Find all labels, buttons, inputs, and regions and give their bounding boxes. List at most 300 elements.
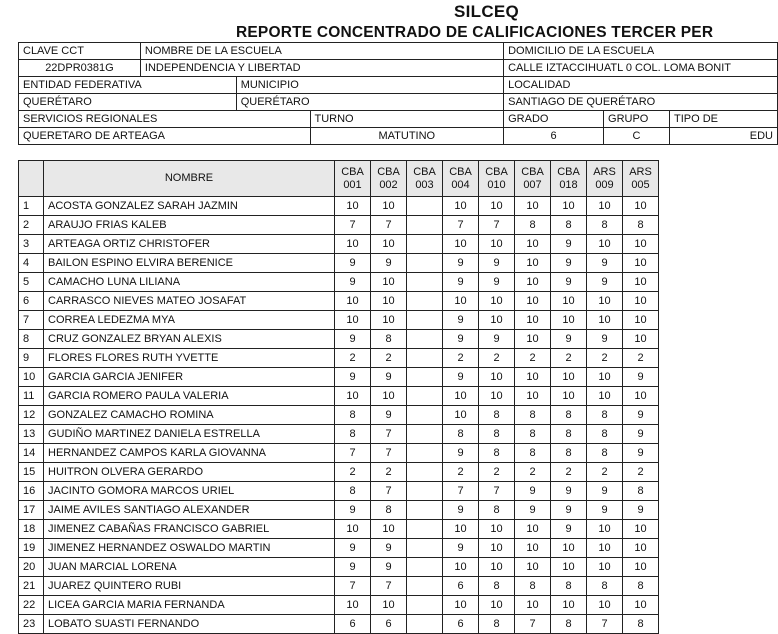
grade-cell: 9 [587, 482, 623, 501]
servicios-label: SERVICIOS REGIONALES [19, 111, 311, 128]
grades-header-row [19, 161, 659, 197]
grade-cell: 9 [587, 273, 623, 292]
subject-code: ARS [629, 165, 652, 178]
grade-cell: 2 [335, 349, 371, 368]
grade-cell: 10 [515, 368, 551, 387]
entidad-label: ENTIDAD FEDERATIVA [19, 77, 237, 94]
row-number: 13 [19, 425, 44, 444]
grade-cell: 10 [443, 235, 479, 254]
grade-cell: 9 [335, 273, 371, 292]
student-row [19, 558, 659, 577]
grade-cell: 8 [515, 577, 551, 596]
row-number: 10 [19, 368, 44, 387]
grade-cell: 10 [335, 292, 371, 311]
grade-cell: 10 [479, 520, 515, 539]
municipio-value: QUERÉTARO [236, 94, 503, 111]
grade-cell: 10 [371, 520, 407, 539]
grade-cell: 9 [623, 406, 659, 425]
subject-code: CBA [449, 165, 472, 178]
grade-cell: 2 [587, 463, 623, 482]
student-name: CRUZ GONZALEZ BRYAN ALEXIS [44, 330, 335, 349]
row-number: 11 [19, 387, 44, 406]
grade-cell: 10 [443, 387, 479, 406]
grade-cell: 10 [479, 292, 515, 311]
grade-cell: 8 [335, 406, 371, 425]
grade-cell: 9 [443, 368, 479, 387]
row-number: 20 [19, 558, 44, 577]
grade-cell: 10 [623, 235, 659, 254]
grade-cell: 8 [587, 216, 623, 235]
row-number: 17 [19, 501, 44, 520]
grade-cell [407, 615, 443, 634]
grade-cell: 10 [479, 387, 515, 406]
grade-cell: 10 [587, 311, 623, 330]
grade-cell: 2 [587, 349, 623, 368]
row-number-header [19, 161, 44, 197]
row-number: 19 [19, 539, 44, 558]
grade-cell: 10 [371, 197, 407, 216]
grade-cell: 8 [371, 330, 407, 349]
row-number: 18 [19, 520, 44, 539]
grade-cell: 10 [587, 292, 623, 311]
grade-cell: 10 [479, 197, 515, 216]
subject-header [551, 161, 587, 197]
grade-cell: 9 [335, 330, 371, 349]
grade-cell: 10 [623, 292, 659, 311]
grade-cell: 10 [623, 387, 659, 406]
grade-cell: 9 [515, 482, 551, 501]
subject-number: 005 [631, 178, 650, 191]
name-column-header: NOMBRE [44, 161, 335, 197]
grade-cell: 10 [515, 520, 551, 539]
grade-cell: 10 [515, 273, 551, 292]
grade-cell: 10 [335, 596, 371, 615]
subject-number: 018 [559, 178, 578, 191]
row-number: 16 [19, 482, 44, 501]
grade-cell [407, 349, 443, 368]
grade-cell: 8 [479, 615, 515, 634]
grade-cell: 9 [587, 501, 623, 520]
grade-cell: 9 [587, 330, 623, 349]
grade-cell: 7 [479, 482, 515, 501]
grado-label: GRADO [504, 111, 604, 128]
student-row [19, 444, 659, 463]
grade-cell: 7 [371, 425, 407, 444]
grade-cell: 9 [479, 254, 515, 273]
grade-cell: 9 [623, 444, 659, 463]
grade-cell: 10 [623, 520, 659, 539]
grade-cell: 8 [587, 425, 623, 444]
report-subtitle: REPORTE CONCENTRADO DE CALIFICACIONES TERCER PER [236, 24, 714, 41]
grade-cell: 8 [551, 444, 587, 463]
grade-cell: 10 [551, 368, 587, 387]
grade-cell: 10 [587, 197, 623, 216]
grade-cell: 7 [479, 216, 515, 235]
subject-header [371, 161, 407, 197]
domicilio-label: DOMICILIO DE LA ESCUELA [504, 43, 778, 60]
grade-cell: 7 [443, 216, 479, 235]
grade-cell: 7 [371, 482, 407, 501]
grade-cell: 8 [623, 482, 659, 501]
grade-cell: 10 [551, 311, 587, 330]
grade-cell: 10 [443, 406, 479, 425]
grade-cell: 10 [371, 596, 407, 615]
grade-cell: 8 [335, 482, 371, 501]
grade-cell [407, 558, 443, 577]
subject-number: 010 [487, 178, 506, 191]
subject-number: 001 [343, 178, 362, 191]
grade-cell: 2 [335, 463, 371, 482]
grade-cell: 10 [335, 311, 371, 330]
grade-cell: 10 [623, 558, 659, 577]
student-row [19, 368, 659, 387]
entidad-value: QUERÉTARO [19, 94, 237, 111]
grade-cell: 8 [479, 501, 515, 520]
grade-cell: 10 [515, 197, 551, 216]
grade-cell: 9 [551, 501, 587, 520]
grade-cell: 7 [335, 577, 371, 596]
grade-cell [407, 577, 443, 596]
grade-cell: 2 [515, 349, 551, 368]
student-row [19, 482, 659, 501]
clave-label: CLAVE CCT [19, 43, 141, 60]
student-name: CARRASCO NIEVES MATEO JOSAFAT [44, 292, 335, 311]
student-row [19, 596, 659, 615]
student-name: JAIME AVILES SANTIAGO ALEXANDER [44, 501, 335, 520]
grade-cell: 10 [515, 558, 551, 577]
subject-number: 002 [379, 178, 398, 191]
school-info-table [18, 42, 778, 145]
row-number: 7 [19, 311, 44, 330]
grade-cell: 9 [551, 273, 587, 292]
subject-number: 004 [451, 178, 470, 191]
localidad-value: SANTIAGO DE QUERÉTARO [504, 94, 778, 111]
grade-cell: 9 [335, 254, 371, 273]
grade-cell: 10 [515, 596, 551, 615]
grade-cell: 7 [371, 577, 407, 596]
grade-cell: 8 [551, 577, 587, 596]
escuela-value: INDEPENDENCIA Y LIBERTAD [140, 60, 503, 77]
grade-cell: 7 [371, 216, 407, 235]
domicilio-value: CALLE IZTACCIHUATL 0 COL. LOMA BONIT [504, 60, 778, 77]
grade-cell: 9 [623, 425, 659, 444]
grade-cell: 8 [623, 577, 659, 596]
grade-cell: 2 [371, 463, 407, 482]
grade-cell: 10 [371, 292, 407, 311]
subject-number: 003 [415, 178, 434, 191]
row-number: 3 [19, 235, 44, 254]
grades-table [18, 160, 659, 634]
grade-cell: 9 [587, 254, 623, 273]
row-number: 2 [19, 216, 44, 235]
grade-cell: 9 [443, 254, 479, 273]
grade-cell: 8 [479, 425, 515, 444]
subject-number: 009 [595, 178, 614, 191]
row-number: 4 [19, 254, 44, 273]
student-row [19, 292, 659, 311]
grade-cell: 10 [551, 197, 587, 216]
grade-cell: 9 [551, 482, 587, 501]
grade-cell [407, 387, 443, 406]
row-number: 12 [19, 406, 44, 425]
grade-cell: 9 [443, 501, 479, 520]
student-name: JUAN MARCIAL LORENA [44, 558, 335, 577]
grade-cell: 6 [443, 615, 479, 634]
grade-cell: 8 [515, 216, 551, 235]
grade-cell: 10 [515, 235, 551, 254]
grade-cell [407, 311, 443, 330]
grade-cell: 10 [551, 387, 587, 406]
grade-cell: 8 [443, 425, 479, 444]
student-name: JIMENEZ CABAÑAS FRANCISCO GABRIEL [44, 520, 335, 539]
student-name: BAILON ESPINO ELVIRA BERENICE [44, 254, 335, 273]
grade-cell: 10 [551, 292, 587, 311]
grado-value: 6 [504, 128, 604, 145]
grade-cell: 10 [587, 539, 623, 558]
grade-cell: 10 [335, 387, 371, 406]
grade-cell: 10 [623, 596, 659, 615]
grade-cell: 2 [623, 463, 659, 482]
grade-cell: 6 [371, 615, 407, 634]
grade-cell: 9 [479, 330, 515, 349]
grade-cell: 10 [587, 520, 623, 539]
grade-cell: 8 [515, 425, 551, 444]
student-row [19, 273, 659, 292]
student-row [19, 349, 659, 368]
grade-cell: 9 [335, 501, 371, 520]
student-name: ARTEAGA ORTIZ CHRISTOFER [44, 235, 335, 254]
grade-cell: 8 [515, 444, 551, 463]
tipo-value: EDU [670, 128, 778, 145]
grade-cell: 10 [551, 558, 587, 577]
student-name: JACINTO GOMORA MARCOS URIEL [44, 482, 335, 501]
grade-cell: 10 [623, 539, 659, 558]
grade-cell: 2 [443, 349, 479, 368]
grade-cell: 8 [623, 615, 659, 634]
grade-cell: 10 [623, 254, 659, 273]
student-name: GUDIÑO MARTINEZ DANIELA ESTRELLA [44, 425, 335, 444]
student-row [19, 463, 659, 482]
grade-cell: 9 [623, 368, 659, 387]
grade-cell: 9 [443, 311, 479, 330]
subject-code: CBA [377, 165, 400, 178]
grade-cell: 9 [335, 368, 371, 387]
turno-label: TURNO [310, 111, 504, 128]
grade-cell: 9 [551, 330, 587, 349]
subject-code: CBA [557, 165, 580, 178]
student-row [19, 425, 659, 444]
grade-cell: 10 [443, 197, 479, 216]
student-row [19, 501, 659, 520]
student-name: LICEA GARCIA MARIA FERNANDA [44, 596, 335, 615]
grade-cell [407, 596, 443, 615]
student-name: GARCIA GARCIA JENIFER [44, 368, 335, 387]
subject-code: CBA [521, 165, 544, 178]
student-name: ACOSTA GONZALEZ SARAH JAZMIN [44, 197, 335, 216]
grade-cell [407, 501, 443, 520]
subject-code: CBA [413, 165, 436, 178]
clave-value: 22DPR0381G [19, 60, 141, 77]
subject-header [623, 161, 659, 197]
grade-cell: 8 [587, 406, 623, 425]
grade-cell: 10 [371, 387, 407, 406]
tipo-label: TIPO DE [670, 111, 778, 128]
grade-cell: 10 [479, 539, 515, 558]
grade-cell: 10 [479, 596, 515, 615]
student-name: JUAREZ QUINTERO RUBI [44, 577, 335, 596]
student-row [19, 520, 659, 539]
row-number: 1 [19, 197, 44, 216]
grade-cell: 10 [587, 596, 623, 615]
grade-cell [407, 235, 443, 254]
grade-cell: 9 [479, 273, 515, 292]
grade-cell: 8 [587, 444, 623, 463]
grade-cell: 10 [623, 311, 659, 330]
grade-cell: 10 [515, 311, 551, 330]
student-name: ARAUJO FRIAS KALEB [44, 216, 335, 235]
student-name: GONZALEZ CAMACHO ROMINA [44, 406, 335, 425]
grade-cell [407, 273, 443, 292]
grade-cell: 6 [335, 615, 371, 634]
student-row [19, 311, 659, 330]
student-row [19, 406, 659, 425]
student-name: JIMENEZ HERNANDEZ OSWALDO MARTIN [44, 539, 335, 558]
grade-cell: 8 [551, 216, 587, 235]
grade-cell [407, 463, 443, 482]
grade-cell: 2 [443, 463, 479, 482]
student-row [19, 235, 659, 254]
subject-header [479, 161, 515, 197]
grade-cell [407, 482, 443, 501]
municipio-label: MUNICIPIO [236, 77, 503, 94]
localidad-label: LOCALIDAD [504, 77, 778, 94]
grade-cell: 2 [551, 463, 587, 482]
grade-cell: 8 [623, 216, 659, 235]
grade-cell: 10 [479, 235, 515, 254]
grade-cell: 10 [479, 368, 515, 387]
student-row [19, 615, 659, 634]
grade-cell: 7 [371, 444, 407, 463]
grade-cell: 8 [479, 444, 515, 463]
student-name: LOBATO SUASTI FERNANDO [44, 615, 335, 634]
grade-cell: 9 [335, 539, 371, 558]
grade-cell: 8 [551, 615, 587, 634]
student-name: HUITRON OLVERA GERARDO [44, 463, 335, 482]
row-number: 15 [19, 463, 44, 482]
grade-cell: 10 [587, 235, 623, 254]
grade-cell: 9 [623, 501, 659, 520]
grade-cell: 10 [623, 330, 659, 349]
escuela-label: NOMBRE DE LA ESCUELA [140, 43, 503, 60]
grade-cell: 9 [371, 368, 407, 387]
grade-cell: 10 [515, 330, 551, 349]
grade-cell: 9 [371, 539, 407, 558]
grade-cell: 10 [443, 292, 479, 311]
subject-number: 007 [523, 178, 542, 191]
student-name: FLORES FLORES RUTH YVETTE [44, 349, 335, 368]
grade-cell: 10 [587, 368, 623, 387]
grade-cell [407, 197, 443, 216]
subject-code: CBA [341, 165, 364, 178]
grade-cell: 8 [587, 577, 623, 596]
grade-cell: 9 [443, 444, 479, 463]
grade-cell [407, 292, 443, 311]
student-name: CAMACHO LUNA LILIANA [44, 273, 335, 292]
grade-cell: 10 [443, 596, 479, 615]
grade-cell: 2 [515, 463, 551, 482]
row-number: 22 [19, 596, 44, 615]
row-number: 23 [19, 615, 44, 634]
grade-cell: 8 [335, 425, 371, 444]
grade-cell: 2 [371, 349, 407, 368]
student-name: GARCIA ROMERO PAULA VALERIA [44, 387, 335, 406]
student-row [19, 216, 659, 235]
grade-cell: 8 [479, 406, 515, 425]
grade-cell: 10 [515, 539, 551, 558]
grade-cell [407, 444, 443, 463]
subject-header [443, 161, 479, 197]
subject-header [407, 161, 443, 197]
student-row [19, 577, 659, 596]
turno-value: MATUTINO [310, 128, 504, 145]
grade-cell: 10 [623, 197, 659, 216]
subject-header [515, 161, 551, 197]
student-row [19, 330, 659, 349]
grade-cell: 10 [443, 558, 479, 577]
grade-cell: 10 [335, 235, 371, 254]
grade-cell [407, 406, 443, 425]
grade-cell: 10 [551, 596, 587, 615]
student-row [19, 387, 659, 406]
grade-cell [407, 216, 443, 235]
grade-cell: 2 [551, 349, 587, 368]
row-number: 9 [19, 349, 44, 368]
grade-cell [407, 254, 443, 273]
grupo-label: GRUPO [604, 111, 670, 128]
grade-cell: 9 [371, 254, 407, 273]
grade-cell: 10 [587, 387, 623, 406]
grade-cell: 10 [515, 292, 551, 311]
grade-cell: 10 [371, 273, 407, 292]
grade-cell: 2 [479, 349, 515, 368]
grade-cell: 10 [551, 539, 587, 558]
grade-cell: 9 [443, 539, 479, 558]
grade-cell: 9 [335, 558, 371, 577]
grade-cell: 10 [587, 558, 623, 577]
grade-cell: 10 [371, 311, 407, 330]
grade-cell [407, 368, 443, 387]
student-name: HERNANDEZ CAMPOS KARLA GIOVANNA [44, 444, 335, 463]
student-name: CORREA LEDEZMA MYA [44, 311, 335, 330]
grade-cell: 10 [479, 558, 515, 577]
grade-cell: 8 [551, 425, 587, 444]
grade-cell: 8 [515, 406, 551, 425]
row-number: 21 [19, 577, 44, 596]
grade-cell: 9 [551, 520, 587, 539]
grade-cell: 2 [479, 463, 515, 482]
grade-cell: 9 [443, 273, 479, 292]
row-number: 5 [19, 273, 44, 292]
row-number: 14 [19, 444, 44, 463]
subject-header [587, 161, 623, 197]
grade-cell: 9 [551, 254, 587, 273]
student-row [19, 254, 659, 273]
student-row [19, 539, 659, 558]
grade-cell: 9 [371, 406, 407, 425]
grade-cell: 10 [479, 311, 515, 330]
report-title: SILCEQ [454, 2, 520, 21]
grade-cell: 7 [515, 615, 551, 634]
